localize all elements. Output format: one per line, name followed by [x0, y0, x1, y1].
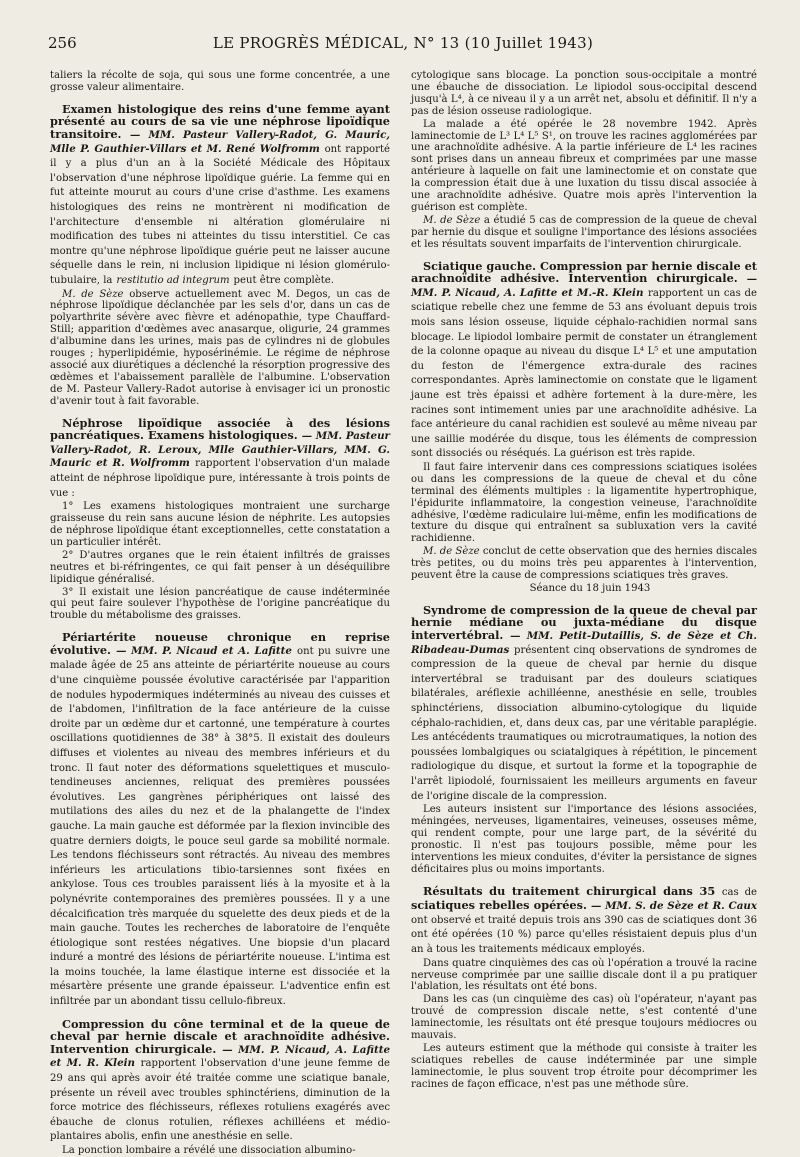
journal-title: LE PROGRÈS MÉDICAL, N° 13 (10 Juillet 1943)	[212, 34, 594, 52]
paragraph: 2° D'autres organes que le rein étaient infiltrés de graisses neutres et bi-réfringentes, ce qui fait penser à un déséquilibre lipidique généralisé.	[50, 549, 390, 585]
paragraph: La malade a été opérée le 28 novembre 1942. Après laminectomie de L³ L⁴ L⁵ S¹, on trouve les racines agglomérées par une arachnoïdite adhésive. A la partie inférieure de L⁴ les racines sont prises dans un anneau fibreux et comprimées par une masse antérieure à laquelle on fait une laminectomie et on constate que la compression était due à une luxation du tissu discal associée à une arachnoïdite adhésive. Quatre mois après l'intervention la guérison est complète.	[411, 118, 757, 213]
page-number: 256	[48, 34, 77, 52]
paragraph: Dans quatre cinquièmes des cas où l'opération a trouvé la racine nerveuse comprimée par une saillie discale dont il a pu pratiquer l'ablation, les résultats ont été bons.	[411, 957, 757, 993]
left-column	[50, 70, 391, 1156]
right-column	[411, 70, 758, 1090]
section-title-periarteritis: Périartérite noueuse chronique en reprise évolutive. — MM. P. Nicaud et A. Lafitte ont pu suivre une malade âgée de 25 ans atteinte de périartérite noueuse au cours d'une cinquième poussée évolutive caractérisée par l'apparition de nodules hypodermiques indéterminés au niveau des cuisses et de l'abdomen, l'infiltration de la face antérieure de la cuisse droite par un œdème dur et cartonné, une température à courtes oscillations quotidiennes de 38° à 38°5. Il existait des douleurs diffuses et violentes au niveau des membres inférieurs et du tronc. Il faut noter des déformations squelettiques et musculo-tendineuses anciennes, reliquat des premières poussées évolutives. Les gangrènes périphériques ont laissé des mutilations des ailes du nez et de la phalangette de l'index gauche. La main gauche est déformée par la flexion invincible des quatre derniers doigts, le pouce seul garde sa mobilité normale. Les tendons fléchisseurs sont rétractés. Au niveau des membres inférieurs les articulations tibio-tarsiennes sont fixées en ankylose. Tous ces troubles paraissent liés à la myosite et à la polynévrite contemporaines des premières poussées. Il y a une décalcification très marquée du squelette des deux pieds et de la main gauche. Toutes les recherches de laboratoire de l'enquête étiologique sont restées négatives. Une biopsie d'un placard induré a montré des lésions de périartérite noueuse. L'intima est la moins touchée, la lame élastique interne est dissociée et la mésartère présente une grande épaisseur. L'adventice enfin est infiltrée par un abondant tissu cellulo-fibreux.	[50, 630, 390, 1008]
paragraph: 1° Les examens histologiques montraient une surcharge graisseuse du rein sans aucune lésion de néphrite. Les autopsies de néphrose lipoïdique étant exceptionnelles, cette constatation a un particulier intérêt.	[50, 501, 390, 548]
section-title-nephrosis-pancreas: Néphrose lipoïdique associée à des lésions pancréatiques. Examens histologiques. — MM. Pasteur Vallery-Radot, R. Leroux, Mlle Gauthier-Villars, MM. G. Mauric et R. Wolfromm rapportent l'observation d'un malade atteint de néphrose lipoïdique pure, intéressante à trois points de vue :	[50, 415, 390, 499]
section-title-kidney-exam: Examen histologique des reins d'une femme ayant présenté au cours de sa vie une néphrose lipoïdique transitoire. — MM. Pasteur Vallery-Radot, G. Mauric, Mlle P. Gauthier-Villars et M. René Wolfromm ont rapporté il y a plus d'un an à la Société Médicale des Hôpitaux l'observation d'une néphrose lipoïdique guérie. La femme qui en fut atteinte mourut au cours d'une crise d'asthme. Les examens histologiques des reins ne montrèrent ni modification de l'architecture d'ensemble ni altération glomérulaire ni modification des tubes ni atteintes du tissu interstitiel. Ce cas montre qu'une néphrose lipoïdique guérie peut ne laisser aucune séquelle dans le rein, ni inclusion lipidique ni lésion glomérulo-tubulaire, la restitutio ad integrum peut être complète.	[50, 101, 390, 286]
page-header	[48, 30, 758, 56]
paragraph: Dans les cas (un cinquième des cas) où l'opérateur, n'ayant pas trouvé de compression discale nette, s'est contenté d'une laminectomie, les résultats ont été presque toujours médiocres ou mauvais.	[411, 994, 757, 1042]
paragraph: Les auteurs insistent sur l'importance des lésions associées, méningées, nerveuses, ligamentaires, veineuses, osseuses même, qui rendent compte, pour une large part, de la sévérité du pronostic. Il n'est pas toujours possible, même pour les interventions les mieux conduites, d'éviter la persistance de signes déficitaires plus ou moins importants.	[411, 804, 757, 875]
paragraph: M. de Sèze observe actuellement avec M. Degos, un cas de néphrose lipoïdique déclanchée par les sels d'or, dans un cas de polyarthrite sévère avec fièvre et adénopathie, type Chauffard-Still; apparition d'œdèmes avec anasarque, oligurie, 24 grammes d'albumine dans les urines, mais pas de cylindres ni de globules rouges ; hyperlipidémie, hyposérinémie. Le régime de néphrose associé aux diurétiques a déclenché la résorption progressive des œdèmes et l'abaissement parallèle de l'albumine. L'observation de M. Pasteur Vallery-Radot autorise à envisager ici un pronostic d'avenir tout à fait favorable.	[50, 288, 391, 407]
intro-paragraph: taliers la récolte de soja, qui sous une forme concentrée, a une grosse valeur alimentaire.	[50, 70, 390, 93]
section-lead: ont rapporté il y a plus d'un an à la Société Médicale des Hôpitaux l'observation d'une néphrose lipoïdique guérie. La femme qui en fut atteinte mourut au cours d'une crise d'asthme. Les examens histologiques des reins ne montrèrent ni modification de l'architecture d'ensemble ni altération glomérulaire ni modification des tubes ni atteintes du tissu interstitiel. Ce cas montre qu'une néphrose lipoïdique guérie peut ne laisser aucune séquelle dans le rein, ni inclusion lipidique ni lésion glomérulo-tubulaire, la	[50, 143, 390, 286]
section-title-surgical-results: Résultats du traitement chirurgical dans 35 cas de sciatiques rebelles opérées. — MM. S. de Sèze et R. Caux ont observé et traité depuis trois ans 390 cas de sciatiques dont 36 ont été opérées (10 %) parce qu'elles résistaient depuis plus d'un an à tous les traitements médicaux employés.	[411, 883, 758, 955]
paragraph: La ponction lombaire a révélé une dissociation albumino-	[62, 1145, 356, 1156]
section-title-cone-compression: Compression du cône terminal et de la queue de cheval par hernie discale et arachnoïdite adhésive. Intervention chirurgicale. — MM. P. Nicaud, A. Lafitte et M. R. Klein rapportent l'observation d'une jeune femme de 29 ans qui après avoir été traitée comme une sciatique banale, présente un réveil avec troubles sphinctériens, diminution de la force motrice des fléchisseurs, réflexes rotuliens exagérés avec ébauche de clonus rotulien, réflexes achilléens et médio-plantaires abolis, enfin une anesthésie en selle.	[50, 1016, 391, 1143]
paragraph: 3° Il existait une lésion pancréatique de cause indéterminée qui peut faire soulever l'hypothèse de l'origine pancréatique du trouble du métabolisme des graisses.	[50, 586, 390, 622]
paragraph: Les auteurs estiment que la méthode qui consiste à traiter les sciatiques rebelles de cause indéterminée par une simple laminectomie, le plus souvent trop étroite pour décomprimer les racines de façon efficace, n'est pas une méthode sûre.	[411, 1042, 757, 1090]
paragraph: Il faut faire intervenir dans ces compressions sciatiques isolées ou dans les compressions de la queue de cheval et du cône terminal des éléments multiples : la ligamentite hypertrophique, l'épidurite inflammatoire, la congestion veineuse, l'arachnoïdite adhésive, l'œdème radiculaire lui-même, enfin les modifications de texture du disque qui entraînent sa subluxation vers la cavité rachidienne.	[411, 461, 757, 545]
section-title-cauda-equina: Syndrome de compression de la queue de cheval par hernie médiane ou juxta-médiane du disque intervertébral. — MM. Petit-Dutaillis, S. de Sèze et Ch. Ribadeau-Dumas présentent cinq observations de syndromes de compression de la queue de cheval par hernie du disque intervertébral se traduisant par des douleurs sciatiques bilatérales, aréflexie achilléenne, anesthésie en selle, troubles sphinctériens, dissociation albumino-cytologique du liquide céphalo-rachidien, et, dans deux cas, par une véritable paraplégie. Les antécédents traumatiques ou microtraumatiques, la notion des poussées lombalgiques ou sciatalgiques à répétition, le pincement radiologique du disque, et surtout la forme et la topographie de l'arrêt lipiodolé, fournissaient les meilleurs arguments en faveur de l'origine discale de la compression.	[411, 602, 757, 802]
paragraph: cytologique sans blocage. La ponction sous-occipitale a montré une ébauche de dissociation. Le lipiodol sous-occipital descend jusqu'à L⁴, à ce niveau il y a un arrêt net, absolu et définitif. Il n'y a pas de lésion osseuse radiologique.	[411, 70, 757, 117]
section-authors: — MM. Pasteur Vallery-Radot, G. Mauric, Mlle P. Gauthier-Villars et M. René Wolfromm	[50, 129, 390, 155]
paragraph: M. de Sèze conclut de cette observation que des hernies discales très petites, ou du moins très peu apparentes à l'intervention, peuvent être la cause de compressions sciatiques très graves.	[411, 546, 758, 582]
paragraph: M. de Sèze a étudié 5 cas de compression de la queue de cheval par hernie du disque et souligne l'importance des lésions associées et les résultats souvent imparfaits de l'intervention chirurgicale.	[411, 214, 757, 250]
session-date: Séance du 18 juin 1943	[529, 582, 651, 594]
section-title-left-sciatica: Sciatique gauche. Compression par hernie discale et arachnoïdite adhésive. Intervention chirurgicale. — MM. P. Nicaud, A. Lafitte et M.-R. Klein rapportent un cas de sciatique rebelle chez une femme de 53 ans évoluant depuis trois mois sans lésion osseuse, liquide céphalo-rachidien normal sans blocage. Le lipiodol lombaire permit de constater un étranglement de la colonne opaque au niveau du disque L⁴ L⁵ et une amputation du feston de l'émergence extra-durale des racines correspondantes. Après laminectomie on constate que le ligament jaune est très épaissi et adhère fortement à la dure-mère, les racines sont intimement unies par une arachnoïdite adhésive. La face antérieure du canal rachidien est soulevé au même niveau par une saillie modérée du disque, tous les éléments de compression sont dissociés ou réséqués. La guérison est très rapide.	[411, 258, 757, 460]
